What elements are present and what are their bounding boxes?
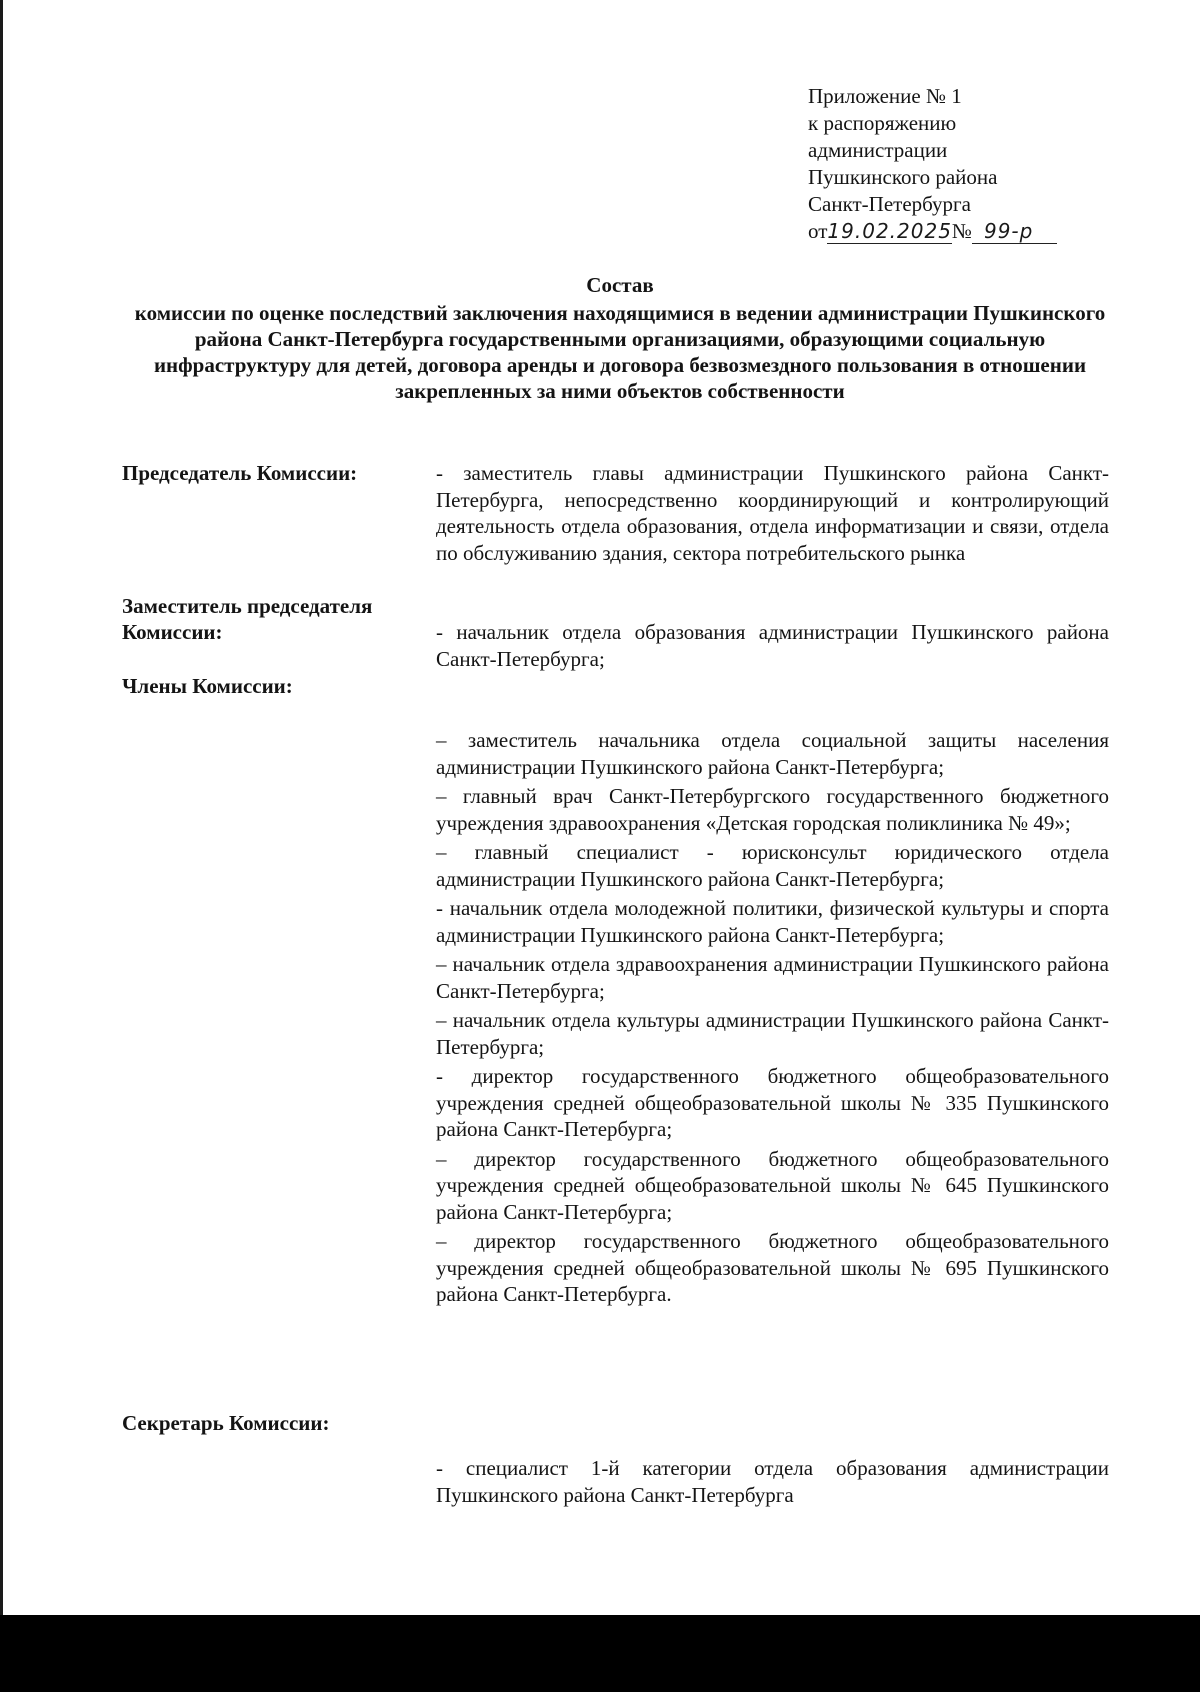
title-body: комиссии по оценке последствий заключения находящимися в ведении администрации Пушкинского района Санкт-Петербурга государственными организациями, образующими социальную инфраструктуру для детей, договора аренды и договора безвозмездного пользования в отношении закрепленных за ними объектов собственности bbox=[134, 301, 1106, 403]
member-item: – начальник отдела здравоохранения администрации Пушкинского района Санкт-Петербурга; bbox=[436, 952, 1109, 1003]
document-title bbox=[130, 272, 1110, 404]
members-label: Члены Комиссии: bbox=[122, 674, 293, 698]
title-heading: Состав bbox=[586, 273, 654, 297]
chairman-text: - заместитель главы администрации Пушкинского района Санкт-Петербурга, непосредственно координирующий и контролирующий деятельность отдела образования, отдела информатизации и связи, отдела по обслуживанию здания, сектора потребительского рынка bbox=[436, 461, 1109, 565]
approval-line-3: администрации bbox=[808, 138, 948, 162]
member-item: – начальник отдела культуры администрации Пушкинского района Санкт-Петербурга; bbox=[436, 1008, 1109, 1059]
scan-bottom-band bbox=[0, 1615, 1200, 1692]
date-prefix: от bbox=[808, 219, 828, 243]
chairman-label: Председатель Комиссии: bbox=[122, 461, 358, 485]
approval-date-line bbox=[808, 218, 1098, 245]
deputy-label-line-1: Заместитель председателя bbox=[122, 594, 373, 618]
approval-line-1: Приложение № 1 bbox=[808, 84, 962, 108]
secretary-label: Секретарь Комиссии: bbox=[122, 1411, 330, 1435]
approval-block bbox=[808, 83, 1098, 245]
member-item: – главный врач Санкт-Петербургского государственного бюджетного учреждения здравоохранения «Детская городская поликлиника № 49»; bbox=[436, 784, 1109, 835]
number-field bbox=[972, 219, 1057, 244]
deputy-text: - начальник отдела образования администрации Пушкинского района Санкт-Петербурга; bbox=[436, 620, 1109, 671]
member-item: – заместитель начальника отдела социальной защиты населения администрации Пушкинского района Санкт-Петербурга; bbox=[436, 728, 1109, 779]
date-value: 19.02.2025 bbox=[827, 219, 952, 243]
members-list bbox=[436, 727, 1109, 1311]
number-value: 99-р bbox=[983, 219, 1034, 243]
member-item: - директор государственного бюджетного общеобразовательного учреждения средней общеобразовательной школы № 335 Пушкинского района Санкт-Петербурга; bbox=[436, 1064, 1109, 1141]
member-item: - начальник отдела молодежной политики, физической культуры и спорта администрации Пушкинского района Санкт-Петербурга; bbox=[436, 896, 1109, 947]
deputy-label-line-2: Комиссии: bbox=[122, 620, 223, 644]
member-item: – главный специалист - юрисконсульт юридического отдела администрации Пушкинского района Санкт-Петербурга; bbox=[436, 840, 1109, 891]
number-prefix: № bbox=[951, 219, 972, 243]
approval-line-5: Санкт-Петербурга bbox=[808, 192, 971, 216]
secretary-text: - специалист 1-й категории отдела образования администрации Пушкинского района Санкт-Петербурга bbox=[436, 1456, 1109, 1507]
member-item: – директор государственного бюджетного общеобразовательного учреждения средней общеобразовательной школы № 695 Пушкинского района Санкт-Петербурга. bbox=[436, 1229, 1109, 1306]
date-field bbox=[827, 219, 952, 244]
approval-line-4: Пушкинского района bbox=[808, 165, 998, 189]
scan-left-edge bbox=[0, 0, 3, 1615]
member-item: – директор государственного бюджетного общеобразовательного учреждения средней общеобразовательной школы № 645 Пушкинского района Санкт-Петербурга; bbox=[436, 1146, 1109, 1224]
approval-line-2: к распоряжению bbox=[808, 111, 957, 135]
